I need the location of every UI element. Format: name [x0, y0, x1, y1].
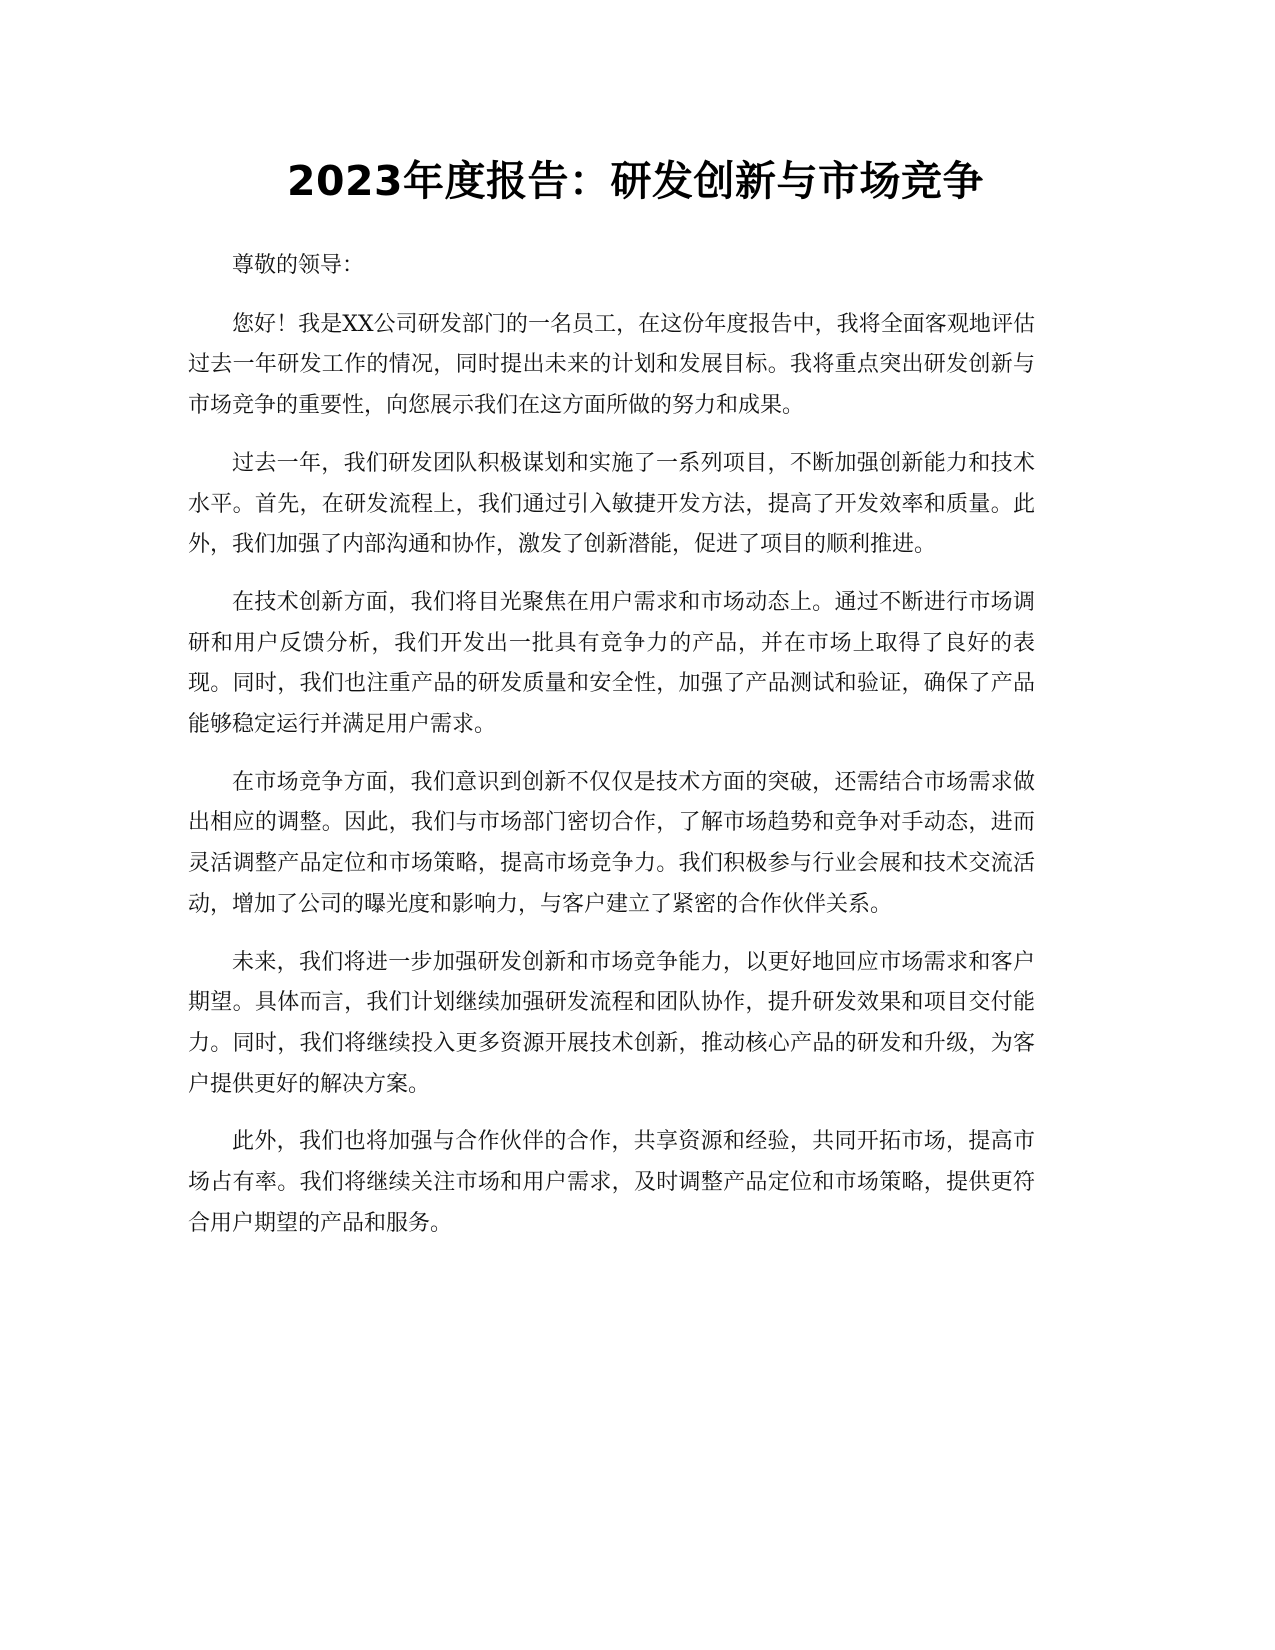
paragraph-greeting: 您好！我是XX公司研发部门的一名员工，在这份年度报告中，我将全面客观地评估过去一年研发工作的情况，同时提出未来的计划和发展目标。我将重点突出研发创新与市场竞争的重要性，向您展示我们在这方面所做的努力和成果。 — [188, 311, 1035, 419]
salutation: 尊敬的领导： — [232, 253, 365, 278]
document-title: 2023年度报告：研发创新与市场竞争 — [286, 157, 985, 205]
paragraph-past-year: 过去一年，我们研发团队积极谋划和实施了一系列项目，不断加强创新能力和技术水平。首先，在研发流程上，我们通过引入敏捷开发方法，提高了开发效率和质量。此外，我们加强了内部沟通和协作，激发了创新潜能，促进了项目的顺利推进。 — [188, 450, 1035, 558]
paragraph-tech-innovation: 在技术创新方面，我们将目光聚焦在用户需求和市场动态上。通过不断进行市场调研和用户反馈分析，我们开发出一批具有竞争力的产品，并在市场上取得了良好的表现。同时，我们也注重产品的研发质量和安全性，加强了产品测试和验证，确保了产品能够稳定运行并满足用户需求。 — [188, 589, 1035, 738]
document-body — [188, 246, 1035, 1244]
paragraph-market-competition: 在市场竞争方面，我们意识到创新不仅仅是技术方面的突破，还需结合市场需求做出相应的调整。因此，我们与市场部门密切合作，了解市场趋势和竞争对手动态，进而灵活调整产品定位和市场策略，提高市场竞争力。我们积极参与行业会展和技术交流活动，增加了公司的曝光度和影响力，与客户建立了紧密的合作伙伴关系。 — [188, 769, 1035, 917]
paragraph-partnership: 此外，我们也将加强与合作伙伴的合作，共享资源和经验，共同开拓市场，提高市场占有率。我们将继续关注市场和用户需求，及时调整产品定位和市场策略，提供更符合用户期望的产品和服务。 — [188, 1129, 1035, 1236]
paragraph-future-plans: 未来，我们将进一步加强研发创新和市场竞争能力，以更好地回应市场需求和客户期望。具体而言，我们计划继续加强研发流程和团队协作，提升研发效果和项目交付能力。同时，我们将继续投入更多资源开展技术创新，推动核心产品的研发和升级，为客户提供更好的解决方案。 — [188, 949, 1035, 1097]
